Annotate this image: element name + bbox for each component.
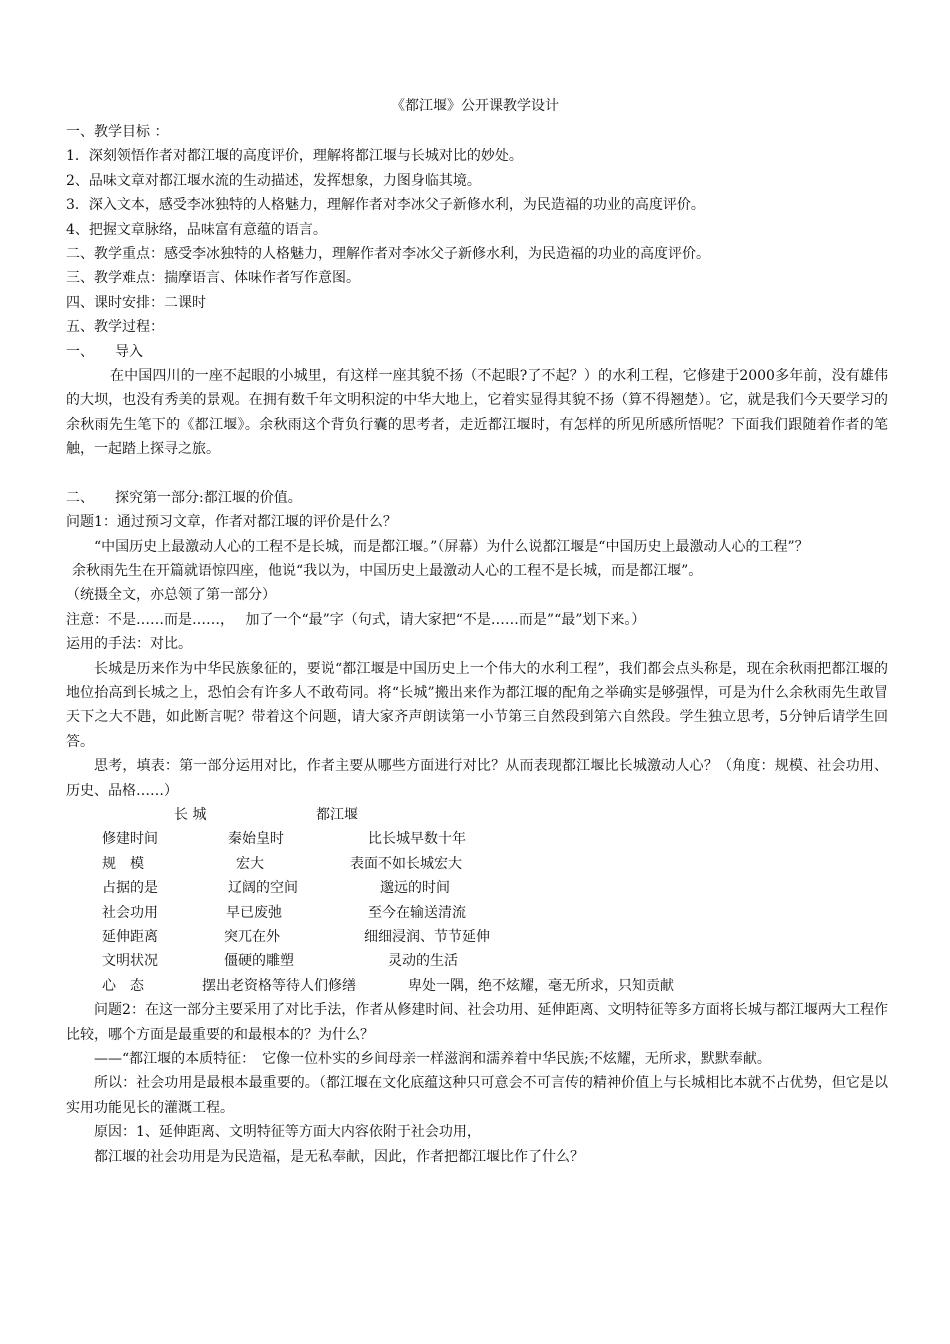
document-body <box>66 120 888 1169</box>
technique-note: 运用的手法：对比。 <box>66 636 192 653</box>
part2-heading: 二、 探究第一部分:都江堰的价值。 <box>66 489 302 506</box>
dujiangyan-cell: 邈远的时间 <box>380 880 450 897</box>
goal-item-2: 2、品味文章对都江堰水流的生动描述，发挥想象，力图身临其境。 <box>66 172 481 189</box>
table-row <box>66 949 888 973</box>
table-row <box>66 827 888 851</box>
dujiangyan-cell: 比长城早数十年 <box>368 831 466 848</box>
question-1: 问题1：通过预习文章，作者对都江堰的评价是什么？ <box>66 514 397 531</box>
comparison-table-header <box>66 803 888 827</box>
row-label: 规 模 <box>102 855 144 872</box>
goal-item-1: 1．深刻领悟作者对都江堰的高度评价，理解将都江堰与长城对比的妙处。 <box>66 148 523 165</box>
table-row <box>66 974 888 998</box>
dujiangyan-cell: 灵动的生活 <box>388 953 458 970</box>
reason-line: 原因：1、延伸距离、文明特征等方面大内容依附于社会功用， <box>94 1124 481 1141</box>
table-row <box>66 852 888 876</box>
header-great-wall: 长 城 <box>174 806 207 823</box>
great-wall-cell: 宏大 <box>236 855 264 872</box>
great-wall-cell: 摆出老资格等待人们修缮 <box>202 977 356 994</box>
dujiangyan-cell: 细细浸润、节节延伸 <box>364 928 490 945</box>
question-2-paragraph: 问题2：在这一部分主要采用了对比手法，作者从修建时间、社会功用、延伸距离、文明特征等多方面将长城与都江堰两大工程作比较，哪个方面是最重要的和最根本的？为什么？ <box>66 1002 888 1043</box>
essence-paragraph: ——“都江堰的本质特征： 它像一位朴实的乡间母亲一样滋润和濡养着中华民族;不炫耀，无所求，默默奉献。 <box>94 1050 771 1067</box>
header-dujiangyan: 都江堰 <box>316 806 358 823</box>
attention-note: 注意：不是……而是……， 加了一个“最”字（句式，请大家把“不是……而是”“最”划下来。） <box>66 611 646 628</box>
question-1-answer: 余秋雨先生在开篇就语惊四座，他说“我以为，中国历史上最激动人心的工程不是长城，而是都江堰”。 <box>72 562 703 579</box>
intro-paragraph: 在中国四川的一座不起眼的小城里，有这样一座其貌不扬（不起眼?了不起？）的水利工程，它修建于2000多年前，没有雄伟的大坝，也没有秀美的景观。在拥有数千年文明积淀的中华大地上，它着实显得其貌不扬（算不得翘楚）。它，就是我们今天要学习的余秋雨先生笔下的《都江堰》。余秋雨这个背负行囊的思考者，走近都江堰时，有怎样的所见所感所悟呢？下面我们跟随着作者的笔触，一起踏上探寻之旅。 <box>66 368 888 458</box>
goal-item-3: 3．深入文本，感受李冰独特的人格魅力，理解作者对李冰父子新修水利，为民造福的功业的高度评价。 <box>66 197 705 214</box>
table-row <box>66 876 888 900</box>
goal-item-4: 4、把握文章脉络，品味富有意蕴的语言。 <box>66 221 327 238</box>
document-title: 《都江堰》公开课教学设计 <box>391 98 559 114</box>
great-wall-cell: 僵硬的雕塑 <box>224 953 294 970</box>
think-paragraph: 思考，填表：第一部分运用对比，作者主要从哪些方面进行对比？从而表现都江堰比长城激动人心？（角度：规模、社会功用、历史、品格……） <box>66 758 888 799</box>
intro-heading: 一、 导入 <box>66 343 143 360</box>
question-1-note: （统摄全文，亦总领了第一部分） <box>66 587 276 604</box>
schedule: 四、课时安排：二课时 <box>66 294 206 311</box>
great-wall-cell: 秦始皇时 <box>228 831 284 848</box>
row-label: 心 态 <box>102 977 144 994</box>
great-wall-cell: 突兀在外 <box>224 928 280 945</box>
row-label: 延伸距离 <box>102 928 158 945</box>
goal-heading: 一、教学目标 ： <box>66 124 169 140</box>
row-label: 占据的是 <box>102 880 158 897</box>
conclusion-paragraph: 所以：社会功用是最根本最重要的。（都江堰在文化底蕴这种只可意会不可言传的精神价值上与长城相比本就不占优势，但它是以实用功能见长的灌溉工程。 <box>66 1075 888 1116</box>
row-label: 社会功用 <box>102 904 158 921</box>
great-wall-cell: 辽阔的空间 <box>228 880 298 897</box>
row-label: 修建时间 <box>102 831 158 848</box>
great-wall-cell: 早已废弛 <box>226 904 282 921</box>
table-row <box>66 925 888 949</box>
table-row <box>66 901 888 925</box>
final-question: 都江堰的社会功用是为民造福，是无私奉献，因此，作者把都江堰比作了什么？ <box>94 1148 584 1165</box>
difficulty: 三、教学难点：揣摩语言、体味作者写作意图。 <box>66 270 360 287</box>
process-heading: 五、教学过程： <box>66 319 164 336</box>
dujiangyan-cell: 卑处一隅，绝不炫耀，毫无所求，只知贡献 <box>408 977 674 994</box>
spacer <box>66 462 888 486</box>
dujiangyan-cell: 至今在输送清流 <box>368 904 466 921</box>
question-1-quote: “中国历史上最激动人心的工程不是长城，而是都江堰。”（屏幕）为什么说都江堰是“中国历史上最激动人心的工程”？ <box>94 538 809 555</box>
great-wall-paragraph: 长城是历来作为中华民族象征的，要说“都江堰是中国历史上一个伟大的水利工程”，我们都会点头称是，现在余秋雨把都江堰的地位抬高到长城之上，恐怕会有许多人不敢苟同。将“长城”搬出来作为都江堰的配角之举确实是够强悍，可是为什么余秋雨先生敢冒天下之大不韪，如此断言呢？带着这个问题，请大家齐声朗读第一小节第三自然段到第六自然段。学生独立思考，5分钟后请学生回答。 <box>66 660 888 750</box>
dujiangyan-cell: 表面不如长城宏大 <box>350 855 462 872</box>
row-label: 文明状况 <box>102 953 158 970</box>
key-point: 二、教学重点：感受李冰独特的人格魅力，理解作者对李冰父子新修水利，为民造福的功业的高度评价。 <box>66 246 710 263</box>
